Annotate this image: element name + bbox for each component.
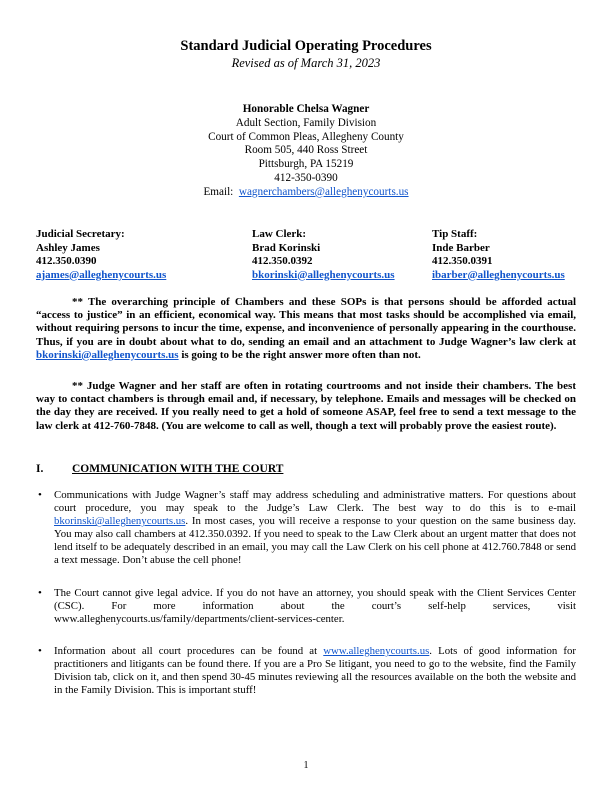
- judge-contact-block: [0, 103, 612, 200]
- judge-email-link[interactable]: wagnerchambers@alleghenycourts.us: [238, 185, 409, 198]
- law-clerk-email-link[interactable]: bkorinski@alleghenycourts.us: [54, 515, 186, 528]
- bullet-text: Communications with Judge Wagner’s staff may address scheduling and administrative matters. For questions about court procedure, you may speak to the Judge’s Law Clerk. The best way to do this is to e-mail: [54, 489, 576, 515]
- section-title: COMMUNICATION WITH THE COURT: [72, 463, 284, 475]
- staff-email-link[interactable]: bkorinski@alleghenycourts.us: [252, 268, 395, 281]
- judge-name: Honorable Chelsa Wagner: [242, 103, 370, 115]
- bullet-staff-communications: [38, 489, 576, 568]
- judge-room: Room 505, 440 Ross Street: [244, 144, 368, 157]
- bullet-text-end: . Lots of good information for practitioners and litigants can be found there. If you are a Pro Se litigant, you need to go to the website, find the Family Division tab, click on it, and then spend 30-45 minutes reviewing all the resources available on the both the website and in the Family Division. This is important stuff!: [54, 645, 576, 697]
- staff-name: Brad Korinski: [252, 241, 321, 254]
- judge-city: Pittsburgh, PA 15219: [258, 158, 354, 171]
- staff-phone: 412.350.0390: [36, 255, 97, 267]
- staff-law-clerk: [252, 228, 395, 282]
- intro-p2-text: ** Judge Wagner and her staff are often in rotating courtrooms and not inside their chambers. The best way to contact chambers is through email and, if necessary, by telephone. Emails and messages will be checked on the day they are received. If you really need to get a hold of someone ASAP, feel free to send a text message to the law clerk at 412-760-7848. (You are welcome to call as well, though a text will probably prove the easiest route).: [36, 380, 576, 432]
- judge-section: Adult Section, Family Division: [235, 116, 377, 129]
- staff-role: Judicial Secretary:: [36, 228, 125, 240]
- staff-secretary: [36, 228, 166, 282]
- page-number: 1: [303, 760, 309, 771]
- intro-p1-end: is going to be the right answer more often than not.: [181, 348, 421, 361]
- court-website-link[interactable]: www.alleghenycourts.us: [323, 645, 430, 657]
- staff-email-link[interactable]: ajames@alleghenycourts.us: [36, 268, 167, 281]
- staff-phone: 412.350.0391: [432, 255, 493, 267]
- staff-name: Inde Barber: [432, 241, 490, 254]
- bullet-text: The Court cannot give legal advice. If you do not have an attorney, you should speak with the Client Services Center (CSC). For more information about the court’s self-help services, visit www.alleghenycourts.us/family/departments/client-services-center.: [54, 587, 576, 626]
- law-clerk-email-link[interactable]: bkorinski@alleghenycourts.us: [36, 348, 179, 361]
- bullet-marker: •: [38, 587, 42, 599]
- judge-phone: 412-350-0390: [274, 171, 338, 184]
- judge-court: Court of Common Pleas, Allegheny County: [208, 130, 404, 143]
- staff-role: Law Clerk:: [252, 228, 307, 240]
- intro-paragraph-access: [36, 296, 576, 362]
- intro-paragraph-contact: [36, 380, 576, 433]
- staff-name: Ashley James: [36, 241, 100, 254]
- bullet-legal-advice: [38, 587, 576, 626]
- bullet-text: Information about all court procedures can be found at: [54, 645, 318, 657]
- bullet-text-end: . In most cases, you will receive a response to your question on the same business day. You may also call chambers at 412.350.0392. If you need to speak to the Law Clerk about an urgent matter that does not lend itself to be adequately described in an email, you may call the Law Clerk on his cell phone at 412.760.7848 or send a text message. Don’t abuse the cell phone!: [54, 515, 576, 567]
- document-title: Standard Judicial Operating Procedures: [180, 38, 432, 54]
- document-subtitle: Revised as of March 31, 2023: [231, 56, 381, 70]
- section-number: I.: [36, 463, 44, 475]
- staff-tip-staff: [432, 228, 565, 282]
- bullet-marker: •: [38, 489, 42, 501]
- bullet-marker: •: [38, 645, 42, 657]
- judge-email-label: Email:: [203, 185, 234, 198]
- staff-email-link[interactable]: ibarber@alleghenycourts.us: [432, 268, 565, 281]
- staff-phone: 412.350.0392: [252, 255, 313, 267]
- staff-role: Tip Staff:: [432, 228, 478, 240]
- intro-p1-text: ** The overarching principle of Chambers and these SOPs is that persons should be afforded actual “access to justice” in an efficient, economical way. This means that most tasks should be accomplished via email, without requiring persons to incur the time, expense, and inconvenience of personally appearing in the courthouse. Thus, if you are in doubt about what to do, sending an email and an attachment to Judge Wagner’s law clerk at: [36, 296, 576, 348]
- bullet-court-procedures: [38, 645, 576, 697]
- judge-email-line: [0, 186, 612, 200]
